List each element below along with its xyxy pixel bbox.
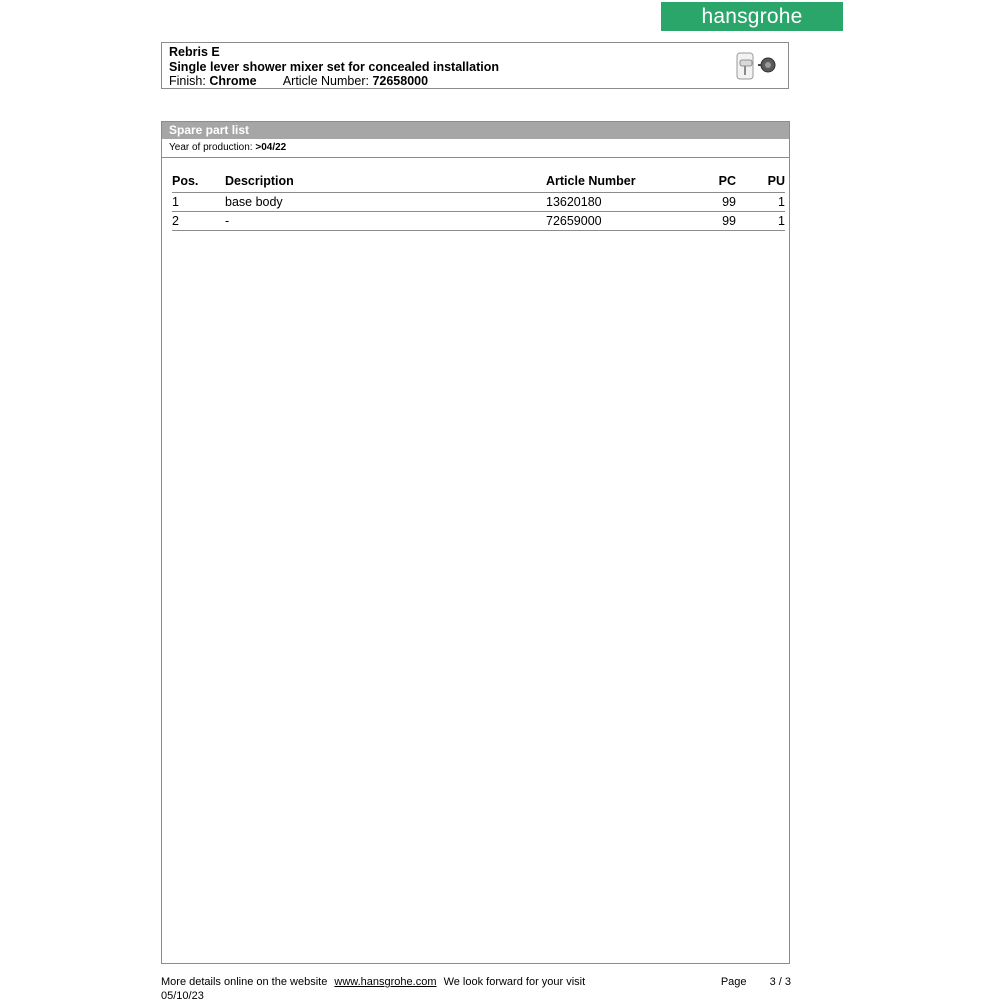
column-header-pu: PU: [736, 170, 785, 193]
table-row: [172, 212, 785, 231]
page-indicator: [721, 976, 791, 989]
cell-article: 13620180: [546, 193, 676, 212]
finish-label: Finish:: [169, 74, 206, 88]
product-meta: [169, 74, 428, 89]
year-label: Year of production:: [169, 142, 253, 153]
year-value: >04/22: [255, 142, 287, 153]
column-header-description: Description: [225, 170, 546, 193]
cell-article: 72659000: [546, 212, 676, 231]
cell-pc: 99: [676, 212, 736, 231]
cell-description: -: [225, 212, 546, 231]
page-label: Page: [720, 976, 747, 988]
page-number: 3 / 3: [769, 976, 791, 988]
section-title: Spare part list: [162, 122, 789, 139]
cell-description: base body: [225, 193, 546, 212]
column-header-pos: Pos.: [172, 170, 225, 193]
spare-part-table: [172, 170, 785, 231]
cell-pos: 1: [172, 193, 225, 212]
cell-pu: 1: [736, 193, 785, 212]
article-label: Article Number:: [282, 74, 369, 88]
article-number: 72658000: [372, 74, 429, 88]
production-year: [162, 139, 789, 158]
table-header-row: [172, 170, 785, 193]
print-date: 05/10/23: [161, 990, 204, 1000]
website-link[interactable]: www.hansgrohe.com: [334, 976, 437, 988]
brand-logo: hansgrohe: [661, 2, 843, 31]
table-row: [172, 193, 785, 212]
column-header-article: Article Number: [546, 170, 676, 193]
product-description: Single lever shower mixer set for concealed installation: [169, 60, 499, 74]
finish-value: Chrome: [209, 74, 257, 88]
spare-part-section: [161, 121, 790, 964]
page-footer: [161, 976, 791, 1000]
product-header: [161, 42, 789, 89]
cell-pc: 99: [676, 193, 736, 212]
shower-mixer-icon: [734, 51, 780, 83]
footer-visit-text: We look forward for your visit: [443, 976, 586, 988]
cell-pu: 1: [736, 212, 785, 231]
column-header-pc: PC: [676, 170, 736, 193]
cell-pos: 2: [172, 212, 225, 231]
product-name: Rebris E: [169, 45, 220, 59]
footer-text: More details online on the website: [161, 976, 328, 988]
